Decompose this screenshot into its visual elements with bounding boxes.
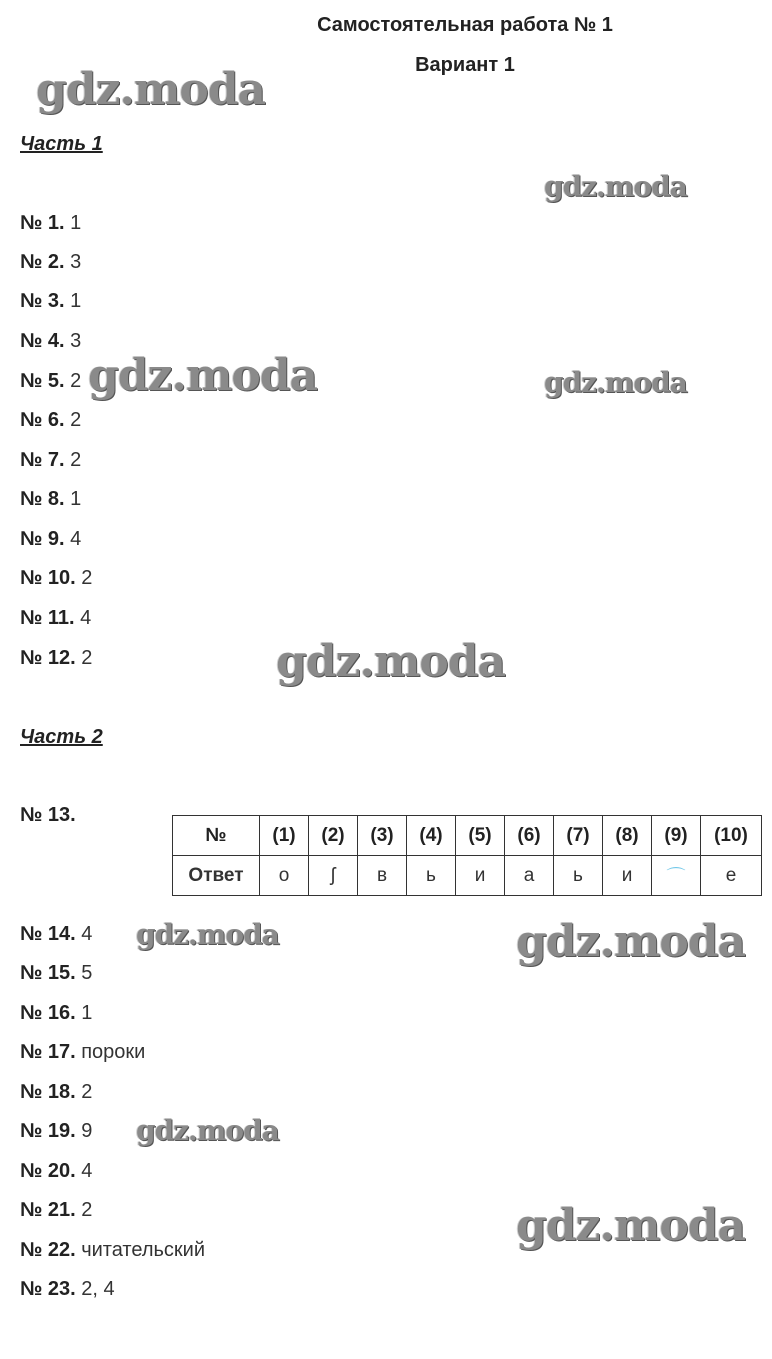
answer-value: 1	[70, 488, 82, 510]
table-header-cell: (4)	[407, 816, 456, 856]
answer-number: № 1.	[20, 212, 65, 234]
answer-value: 2	[81, 567, 93, 589]
answer-17	[20, 1041, 145, 1064]
answer-19	[20, 1120, 92, 1143]
page-title: Самостоятельная работа № 1	[317, 14, 613, 36]
table-header-cell: (7)	[554, 816, 603, 856]
watermark-logo: gdz.moda	[276, 636, 506, 687]
answer-value: пороки	[81, 1041, 146, 1063]
answer-number: № 23.	[20, 1278, 76, 1300]
answer-number: № 9.	[20, 528, 65, 550]
answer-21	[20, 1199, 92, 1222]
answer-value: 2	[81, 1081, 93, 1103]
table-cell: ʃ	[309, 856, 358, 896]
watermark-logo: gdz.moda	[136, 918, 279, 951]
watermark-logo: gdz.moda	[516, 1200, 746, 1251]
table-cell: ь	[554, 856, 603, 896]
answer-number: № 12.	[20, 647, 76, 669]
answer-value: 4	[70, 528, 82, 550]
answer-value: 3	[70, 330, 82, 352]
answer-18	[20, 1081, 92, 1104]
answer-table	[172, 815, 762, 896]
answer-value: 3	[70, 251, 82, 273]
answer-1	[20, 212, 81, 235]
answer-number: № 13.	[20, 804, 76, 826]
table-cell: а	[505, 856, 554, 896]
table-header-cell: (6)	[505, 816, 554, 856]
table-header-row	[173, 816, 762, 856]
answer-7	[20, 449, 81, 472]
table-header-cell: (9)	[652, 816, 701, 856]
answer-12	[20, 647, 92, 670]
table-cell: е	[701, 856, 762, 896]
table-row-label: Ответ	[173, 856, 260, 896]
answer-value: 9	[81, 1120, 93, 1142]
answer-value: 2, 4	[81, 1278, 115, 1300]
answer-5	[20, 370, 81, 393]
answer-value: 4	[80, 607, 92, 629]
answer-number: № 3.	[20, 290, 65, 312]
watermark-logo: gdz.moda	[88, 350, 318, 401]
answer-value: 2	[70, 449, 82, 471]
answer-value: 5	[81, 962, 93, 984]
table-cell: ь	[407, 856, 456, 896]
answer-number: № 11.	[20, 607, 75, 629]
answer-number: № 6.	[20, 409, 65, 431]
table-cell: ⌒	[652, 856, 701, 896]
answer-number: № 7.	[20, 449, 65, 471]
watermark-logo: gdz.moda	[36, 64, 266, 115]
answer-number: № 5.	[20, 370, 65, 392]
answer-number: № 19.	[20, 1120, 76, 1142]
answer-value: 2	[81, 647, 93, 669]
table-row	[173, 856, 762, 896]
table-cell: и	[456, 856, 505, 896]
part-2-heading: Часть 2	[20, 726, 103, 748]
answer-number: № 2.	[20, 251, 65, 273]
answer-16	[20, 1002, 92, 1025]
answer-9	[20, 528, 81, 551]
answer-number: № 8.	[20, 488, 65, 510]
answer-number: № 17.	[20, 1041, 76, 1063]
answer-number: № 4.	[20, 330, 65, 352]
answer-number: № 15.	[20, 962, 76, 984]
answer-value: 2	[70, 409, 82, 431]
answer-2	[20, 251, 81, 274]
table-header-cell: (2)	[309, 816, 358, 856]
answer-3	[20, 290, 81, 313]
answer-value: 1	[70, 212, 82, 234]
table-header-cell: (3)	[358, 816, 407, 856]
watermark-logo: gdz.moda	[136, 1114, 279, 1147]
part-1-heading: Часть 1	[20, 133, 103, 155]
answer-value: 2	[81, 1199, 93, 1221]
watermark-logo: gdz.moda	[544, 170, 687, 203]
table-header-cell: (8)	[603, 816, 652, 856]
answer-22	[20, 1239, 205, 1262]
answer-value: 4	[81, 923, 93, 945]
answer-number: № 22.	[20, 1239, 76, 1261]
answer-value: 1	[70, 290, 82, 312]
answer-10	[20, 567, 92, 590]
answer-14	[20, 923, 92, 946]
answer-8	[20, 488, 81, 511]
answer-value: читательский	[81, 1239, 206, 1261]
answer-11	[20, 607, 91, 630]
watermark-logo: gdz.moda	[544, 366, 687, 399]
answer-number: № 14.	[20, 923, 76, 945]
answer-4	[20, 330, 81, 353]
table-header-cell: (10)	[701, 816, 762, 856]
table-header-cell: (1)	[260, 816, 309, 856]
table-header-cell: (5)	[456, 816, 505, 856]
table-header-cell: №	[173, 816, 260, 856]
answer-6	[20, 409, 81, 432]
watermark-logo: gdz.moda	[516, 916, 746, 967]
answer-15	[20, 962, 92, 985]
answer-value: 4	[81, 1160, 93, 1182]
answer-value: 1	[81, 1002, 93, 1024]
answer-20	[20, 1160, 92, 1183]
table-cell: о	[260, 856, 309, 896]
answer-13	[20, 804, 76, 827]
answer-number: № 18.	[20, 1081, 76, 1103]
variant-label: Вариант 1	[415, 54, 515, 76]
table-cell: в	[358, 856, 407, 896]
answer-number: № 21.	[20, 1199, 76, 1221]
answer-23	[20, 1278, 115, 1301]
answer-number: № 20.	[20, 1160, 76, 1182]
answer-number: № 16.	[20, 1002, 76, 1024]
answer-number: № 10.	[20, 567, 76, 589]
answer-value: 2	[70, 370, 82, 392]
table-cell: и	[603, 856, 652, 896]
